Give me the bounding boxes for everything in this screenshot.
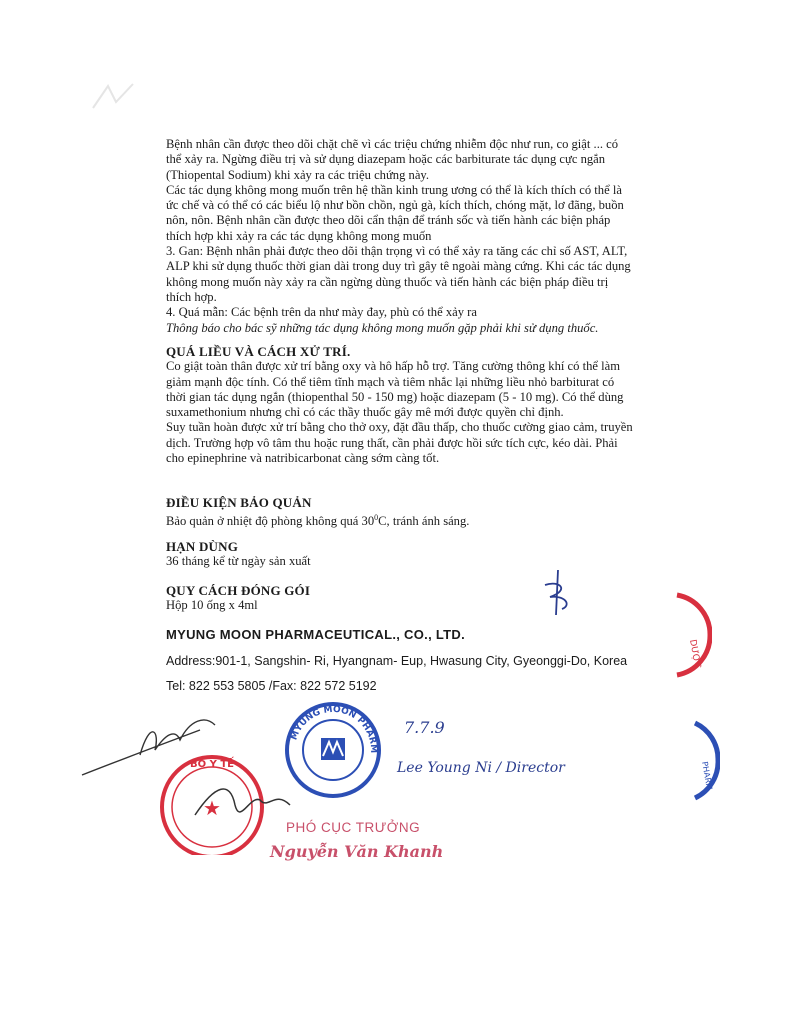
expiry-title: HẠN DÙNG — [166, 539, 239, 554]
company-info — [166, 627, 636, 693]
svg-text:★: ★ — [203, 798, 221, 820]
paragraph-toxicity-monitoring: Bệnh nhân cần được theo dõi chặt chẽ vì các triệu chứng nhiễm độc như run, co giật ... có thể xảy ra. Ngừng điều trị và sử dụng diazepam hoặc các barbiturate tác dụng cực ngắn (Thiopental Sodium) khi xảy ra các triệu chứng này. — [166, 137, 619, 182]
expiry-text: 36 tháng kể từ ngày sản xuất — [166, 554, 311, 569]
company-tel-fax: Tel: 822 553 5805 /Fax: 822 572 5192 — [166, 679, 377, 693]
director-signature: Lee Young Ni / Director — [397, 760, 565, 776]
paragraph-cns-effects: Các tác dụng không mong muốn trên hệ thần kinh trung ương có thể là kích thích có thể là ức chế và có thể có các biểu lộ như bồn chồn, ngủ gà, kích thích, chóng mặt, lơ đãng, buồn nôn, nôn. Bệnh nhân cần được theo dõi cẩn thận để tránh sốc và tiến hành các biện pháp thích hợp khi xảy ra các tác dụng không mong muốn — [166, 182, 624, 243]
storage-title: ĐIỀU KIỆN BẢO QUẢN — [166, 495, 312, 510]
svg-text:BỘ Y TẾ: BỘ Y TẾ — [190, 759, 234, 770]
overdose-paragraph-2: Suy tuần hoàn được xử trí bằng cho thở oxy, đặt đầu thấp, cho thuốc cường giao cảm, truyền dịch. Trường hợp vô tâm thu hoặc rung thất, cần phải được hồi sức tích cực, kéo dài. Phải cho epinephrine và natribicarbonat càng sớm càng tốt. — [166, 420, 633, 466]
paragraph-hypersensitivity: 4. Quá mẫn: Các bệnh trên da như mày đay, phù có thể xảy ra — [166, 305, 477, 320]
doctor-notice: Thông báo cho bác sỹ những tác dụng không mong muốn gặp phải khi sử dụng thuốc. — [166, 320, 599, 335]
packing-title: QUY CÁCH ĐÓNG GÓI — [166, 583, 311, 598]
storage-text-after: C, tránh ánh sáng. — [378, 514, 470, 529]
storage-section — [166, 495, 636, 530]
packing-text: Hộp 10 ống x 4ml — [166, 598, 258, 613]
initial-signature — [540, 565, 580, 620]
overdose-section — [166, 344, 636, 466]
deputy-title: PHÓ CỤC TRƯỞNG — [286, 820, 421, 835]
company-name: MYUNG MOON PHARMACEUTICAL., CO., LTD. — [166, 627, 466, 642]
right-blue-stamp-text: PHARM — [700, 760, 714, 791]
right-red-stamp — [672, 590, 712, 680]
storage-text — [166, 510, 636, 529]
overdose-paragraph-1: Co giật toàn thân được xử trí bằng oxy và hô hấp hỗ trợ. Tăng cường thông khí có thể làm giảm mạnh độc tính. Có thể tiêm tĩnh mạch và tiêm nhắc lại những liều nhỏ barbiturat có thời gian tác dụng ngắn (thiopenthal 50 - 150 mg) hoặc diazepam (5 - 10 mg). Có thể dùng suxamethonium nhưng chỉ có các thầy thuốc gây mê mới được quyền chỉ định. — [166, 359, 624, 420]
deputy-name: Nguyễn Văn Khanh — [270, 842, 444, 861]
storage-degree-sup: 0 — [374, 513, 379, 523]
company-seal-text: MYUNG MOON PHARM — [289, 704, 379, 754]
company-seal — [283, 700, 383, 800]
director-date: 7.7.9 — [404, 718, 445, 737]
corner-scan-mark — [88, 78, 138, 118]
paragraph-liver: 3. Gan: Bệnh nhân phải được theo dõi thận trọng vì có thể xảy ra tăng các chỉ số AST, ALT, ALP khi sử dụng thuốc thời gian dài trong duy trì gây tê ngoài màng cứng. Khi các tác dụng không mong muốn này xảy ra cần ngừng dùng thuốc và tiến hành các biện pháp điều trị thích hợp. — [166, 244, 631, 304]
storage-text-before: Bảo quản ở nhiệt độ phòng không quá 30 — [166, 514, 375, 529]
right-red-stamp-text: DƯỢC — [687, 638, 702, 670]
side-effects-section — [166, 137, 636, 336]
company-address: Address:901-1, Sangshin- Ri, Hyangnam- Eup, Hwasung City, Gyeonggi-Do, Korea — [166, 654, 628, 668]
overdose-title: QUÁ LIỀU VÀ CÁCH XỬ TRÍ. — [166, 344, 351, 359]
right-blue-stamp — [690, 718, 720, 803]
